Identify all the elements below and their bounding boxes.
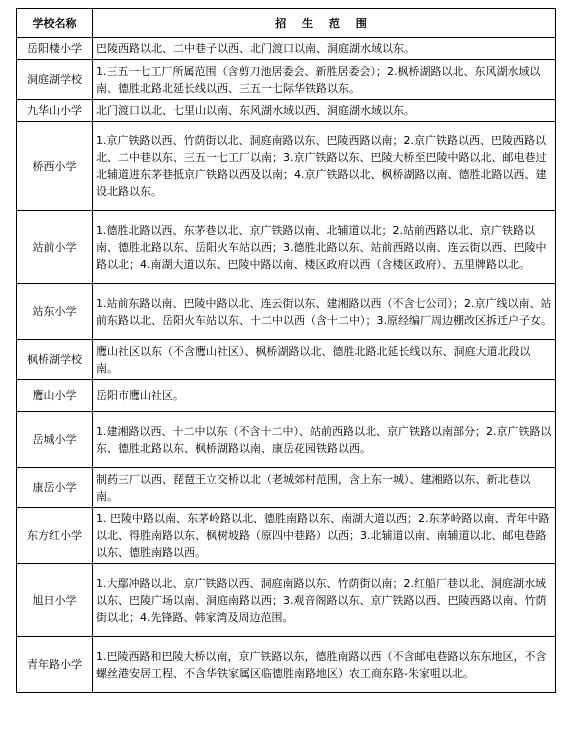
table-row	[17, 508, 556, 564]
school-name-cell: 康岳小学	[17, 468, 93, 508]
school-name-cell: 鹰山小学	[17, 380, 93, 412]
school-name-cell: 枫桥湖学校	[17, 340, 93, 380]
enrollment-range-cell: 1.站前东路以南、巴陵中路以北、连云街以东、建湘路以西（不含七公司）；2.京广线以南、站前东路以北、岳阳火车站以东、十二中以西（含十二中）；3.原经编厂周边棚改区拆迁户子女。	[93, 284, 556, 340]
school-name-cell: 站前小学	[17, 211, 93, 284]
school-name-cell: 站东小学	[17, 284, 93, 340]
table-row	[17, 340, 556, 380]
school-name-cell: 青年路小学	[17, 637, 93, 693]
enrollment-range-cell: 岳阳市鹰山社区。	[93, 380, 556, 412]
school-name-cell: 九华山小学	[17, 100, 93, 122]
table-row	[17, 100, 556, 122]
table-header-row	[17, 9, 556, 38]
school-name-cell: 旭日小学	[17, 564, 93, 637]
enrollment-range-cell: 1.三五一七工厂所属范围（含剪刀池居委会、新胜居委会）；2.枫桥湖路以北、东风湖水域以南、德胜北路北延长线以西、三五一七际华铁路以东。	[93, 60, 556, 100]
header-enrollment-range: 招 生 范 围	[93, 9, 556, 38]
enrollment-range-cell: 制药三厂以西、琵琶王立交桥以北（老城郊村范围，含上东一城）、建湘路以东、新北巷以南。	[93, 468, 556, 508]
table-row	[17, 122, 556, 211]
enrollment-range-cell: 1. 巴陵中路以南、东茅岭路以北、德胜南路以东、南湖大道以西；2.东茅岭路以南、青年中路以北、得胜南路以东、枫树坡路（原四中巷路）以西；3.北辅道以南、南辅道以北、邮电巷路以东、德胜南路以西。	[93, 508, 556, 564]
enrollment-zone-table	[16, 8, 556, 693]
table-row	[17, 564, 556, 637]
table-body	[17, 38, 556, 693]
enrollment-range-cell: 鹰山社区以东（不含鹰山社区）、枫桥湖路以北、德胜北路北延长线以东、洞庭大道北段以南。	[93, 340, 556, 380]
table-row	[17, 211, 556, 284]
table-row	[17, 60, 556, 100]
table-row	[17, 38, 556, 60]
enrollment-range-cell: 北门渡口以北、七里山以南、东风湖水域以西、洞庭湖水域以东。	[93, 100, 556, 122]
table-row	[17, 284, 556, 340]
header-school-name: 学校名称	[17, 9, 93, 38]
enrollment-range-cell: 1.京广铁路以西、竹荫街以北、洞庭南路以东、巴陵西路以南；2.京广铁路以西、巴陵西路以北、二中巷以东、三五一七工厂以南；3.京广铁路以东、巴陵大桥至巴陵中路以北、邮电巷过北辅道进东茅巷抵京广铁路以西及以南；4.京广铁路以北、枫桥湖路以南、德胜北路以西、建设北路以东。	[93, 122, 556, 211]
school-name-cell: 岳阳楼小学	[17, 38, 93, 60]
table-row	[17, 468, 556, 508]
school-name-cell: 东方红小学	[17, 508, 93, 564]
enrollment-range-cell: 1.建湘路以西、十二中以东（不含十二中）、站前西路以北、京广铁路以南部分；2.京广铁路以东、德胜北路以东、枫桥湖路以南、康岳花园铁路以西。	[93, 412, 556, 468]
table-row	[17, 412, 556, 468]
school-name-cell: 桥西小学	[17, 122, 93, 211]
enrollment-range-cell: 1.巴陵西路和巴陵大桥以南，京广铁路以东，德胜南路以西（不含邮电巷路以东东地区，不含螺丝港安居工程、不含华铁家属区临德胜南路地区）农工商东路-朱家咀以北。	[93, 637, 556, 693]
enrollment-range-cell: 1.大鄢冲路以北、京广铁路以西、洞庭南路以东、竹荫街以南；2.红船厂巷以北、洞庭湖水域以东、巴陵广场以南、洞庭南路以西；3.观音阁路以东、京广铁路以西、巴陵西路以南、竹荫街以北；4.先锋路、韩家湾及周边范围。	[93, 564, 556, 637]
school-name-cell: 洞庭湖学校	[17, 60, 93, 100]
school-name-cell: 岳城小学	[17, 412, 93, 468]
enrollment-range-cell: 巴陵西路以北、二中巷子以西、北门渡口以南、洞庭湖水域以东。	[93, 38, 556, 60]
enrollment-range-cell: 1.德胜北路以西、东茅巷以北、京广铁路以南、北辅道以北；2.站前西路以北、京广铁路以南、德胜北路以东、岳阳火车站以西；3.德胜北路以东、站前西路以南、连云街以西、巴陵中路以北；4.南湖大道以东、巴陵中路以南、楼区政府以西（含楼区政府）、五里牌路以北。	[93, 211, 556, 284]
table-row	[17, 637, 556, 693]
table-row	[17, 380, 556, 412]
